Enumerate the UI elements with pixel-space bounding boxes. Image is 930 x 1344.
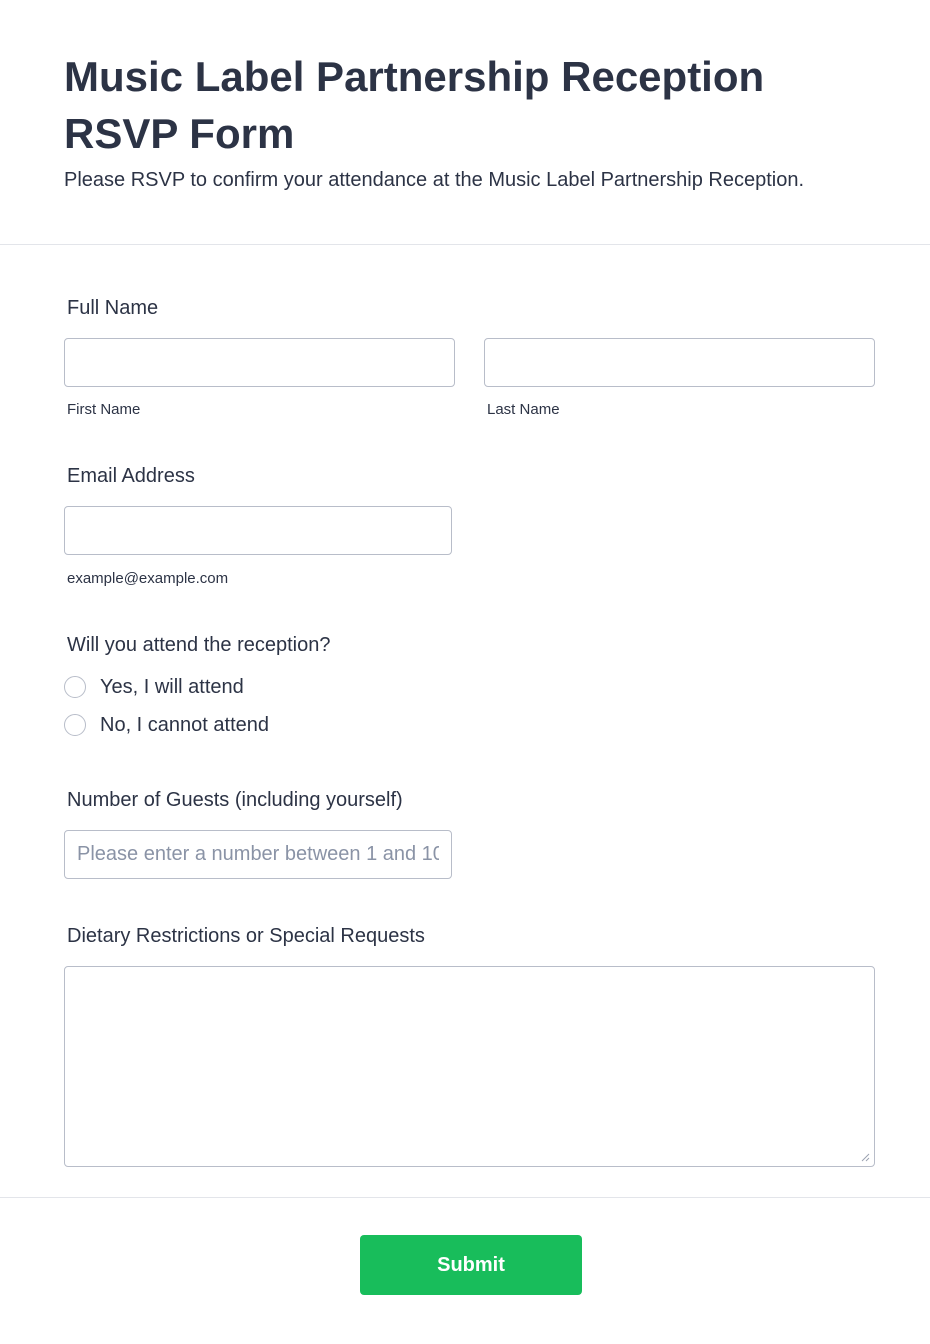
page-subtitle: Please RSVP to confirm your attendance at the Music Label Partnership Reception. bbox=[64, 169, 805, 191]
page-title: Music Label Partnership Reception RSVP Form bbox=[64, 53, 765, 157]
radio-label-yes: Yes, I will attend bbox=[100, 676, 244, 698]
dietary-label: Dietary Restrictions or Special Requests bbox=[67, 925, 425, 947]
first-name-sublabel: First Name bbox=[67, 401, 141, 418]
resize-handle-icon[interactable] bbox=[861, 1153, 870, 1162]
footer-divider bbox=[0, 1197, 930, 1198]
radio-label-no: No, I cannot attend bbox=[100, 714, 270, 736]
radio-option-yes[interactable] bbox=[64, 674, 244, 700]
radio-option-no[interactable] bbox=[64, 712, 269, 738]
last-name-sublabel: Last Name bbox=[487, 401, 560, 418]
radio-button-yes[interactable] bbox=[64, 676, 86, 698]
form-header bbox=[0, 0, 930, 245]
email-field[interactable] bbox=[64, 506, 452, 555]
radio-button-no[interactable] bbox=[64, 714, 86, 736]
guests-label: Number of Guests (including yourself) bbox=[67, 789, 403, 811]
email-sublabel: example@example.com bbox=[67, 570, 229, 587]
attendance-label: Will you attend the reception? bbox=[67, 634, 331, 656]
guests-number-input[interactable] bbox=[64, 830, 452, 879]
email-label: Email Address bbox=[67, 465, 195, 487]
last-name-input[interactable] bbox=[484, 338, 875, 387]
first-name-input[interactable] bbox=[64, 338, 455, 387]
full-name-label: Full Name bbox=[67, 297, 159, 319]
submit-button[interactable]: Submit bbox=[360, 1235, 582, 1295]
dietary-textarea[interactable] bbox=[64, 966, 875, 1167]
